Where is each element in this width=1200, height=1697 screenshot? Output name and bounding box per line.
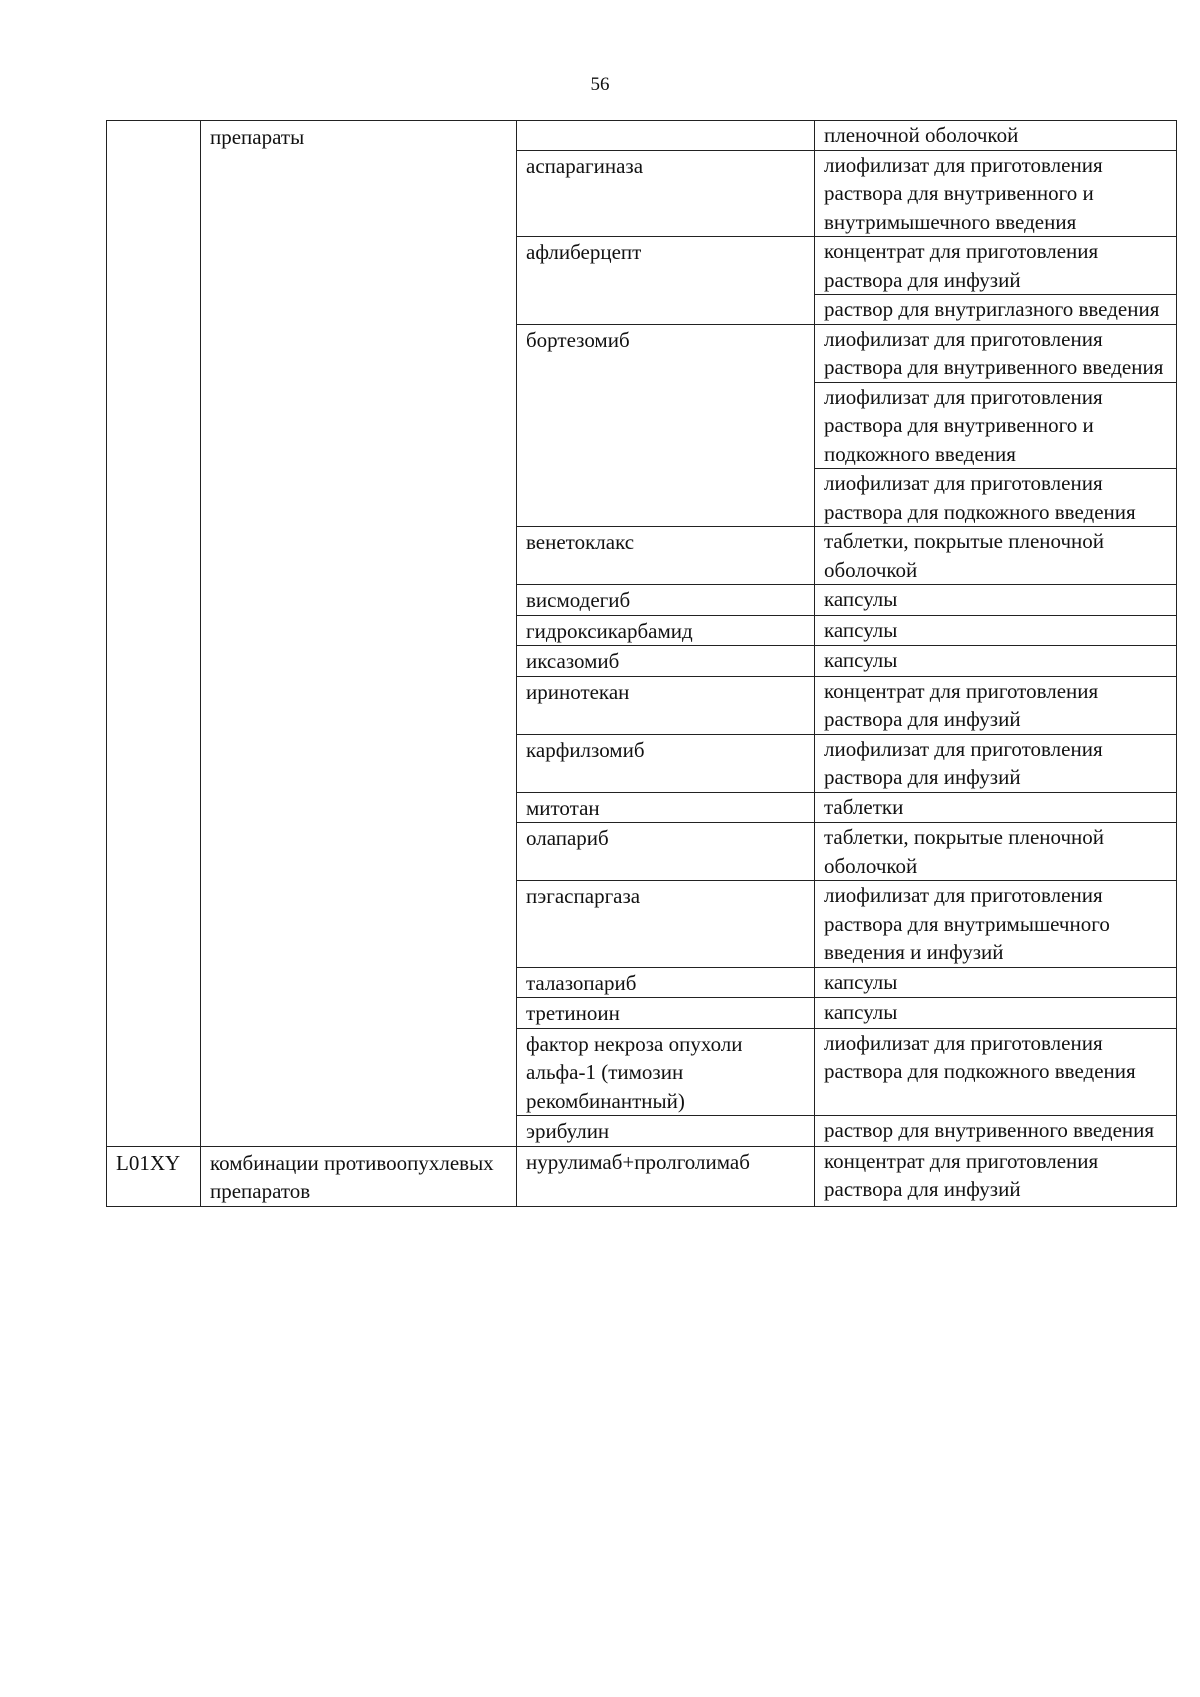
drug-name-cell [517, 121, 815, 151]
dosage-form-cell: пленочной оболочкой [815, 121, 1177, 151]
dosage-form-cell: таблетки [815, 792, 1177, 823]
dosage-form-cell: лиофилизат для приготовления раствора для инфузий [815, 734, 1177, 792]
dosage-form-cell: концентрат для приготовления раствора для инфузий [815, 676, 1177, 734]
dosage-form-cell: лиофилизат для приготовления раствора для внутривенного введения [815, 324, 1177, 382]
dosage-form-cell: раствор для внутривенного введения [815, 1116, 1177, 1147]
group-name-cell: препараты [201, 121, 517, 1147]
dosage-form-cell: капсулы [815, 998, 1177, 1029]
drug-name-cell: фактор некроза опухоли альфа-1 (тимозин рекомбинантный) [517, 1028, 815, 1116]
dosage-form-cell: концентрат для приготовления раствора для инфузий [815, 237, 1177, 295]
group-name-cell: комбинации противоопухлевых препаратов [201, 1146, 517, 1206]
dosage-form-cell: капсулы [815, 967, 1177, 998]
drug-table [106, 120, 1177, 1207]
drug-name-cell: венетоклакс [517, 527, 815, 585]
dosage-form-cell: концентрат для приготовления раствора для инфузий [815, 1146, 1177, 1206]
drug-name-cell: эрибулин [517, 1116, 815, 1147]
drug-name-cell: афлиберцепт [517, 237, 815, 325]
drug-name-cell: третиноин [517, 998, 815, 1029]
dosage-form-cell: раствор для внутриглазного введения [815, 295, 1177, 325]
dosage-form-cell: лиофилизат для приготовления раствора для подкожного введения [815, 469, 1177, 527]
drug-name-cell: талазопариб [517, 967, 815, 998]
dosage-form-cell: капсулы [815, 585, 1177, 616]
atc-code-cell: L01XY [107, 1146, 201, 1206]
drug-name-cell: аспарагиназа [517, 150, 815, 237]
drug-name-cell: митотан [517, 792, 815, 823]
dosage-form-cell: лиофилизат для приготовления раствора для внутривенного и подкожного введения [815, 382, 1177, 469]
table-row [107, 121, 1177, 151]
atc-code-cell [107, 121, 201, 1147]
drug-name-cell: пэгаспаргаза [517, 881, 815, 968]
drug-name-cell: нурулимаб+пролголимаб [517, 1146, 815, 1206]
dosage-form-cell: таблетки, покрытые пленочной оболочкой [815, 527, 1177, 585]
dosage-form-cell: таблетки, покрытые пленочной оболочкой [815, 823, 1177, 881]
drug-name-cell: олапариб [517, 823, 815, 881]
drug-name-cell: иринотекан [517, 676, 815, 734]
dosage-form-cell: капсулы [815, 615, 1177, 646]
dosage-form-cell: капсулы [815, 646, 1177, 677]
dosage-form-cell: лиофилизат для приготовления раствора для подкожного введения [815, 1028, 1177, 1116]
dosage-form-cell: лиофилизат для приготовления раствора для внутривенного и внутримышечного введения [815, 150, 1177, 237]
drug-name-cell: бортезомиб [517, 324, 815, 527]
drug-name-cell: карфилзомиб [517, 734, 815, 792]
drug-name-cell: иксазомиб [517, 646, 815, 677]
table-row [107, 1146, 1177, 1206]
drug-name-cell: гидроксикарбамид [517, 615, 815, 646]
drug-name-cell: висмодегиб [517, 585, 815, 616]
dosage-form-cell: лиофилизат для приготовления раствора для внутримышечного введения и инфузий [815, 881, 1177, 968]
page-number: 56 [590, 74, 610, 95]
